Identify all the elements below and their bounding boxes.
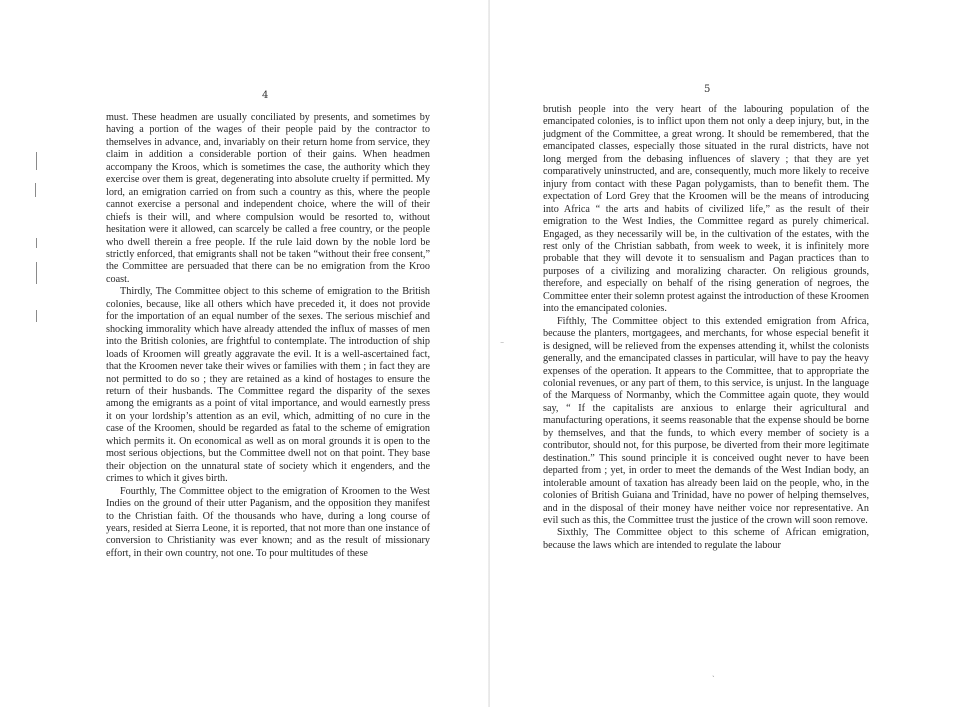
margin-mark	[36, 238, 37, 248]
margin-mark	[36, 310, 37, 322]
body-text	[106, 112, 430, 560]
paragraph: Thirdly, The Committee object to this scheme of emigration to the British colonies, because, like all others which have preceded it, it does not provide for the importation of an equal number of the sexes. The serious mischief and shocking immorality which have already attended the influx of masses of men into the British colonies, are frightful to contemplate. The introduction of ship loads of Kroomen will greatly aggravate the evil. It is a well-ascertained fact, that the Kroomen never take their wives or families with them ; in fact they are not permitted to do so ; they are retained as a kind of hostages to ensure the return of their husbands. The Committee regard the disparity of the sexes among the emigrants as a point of vital importance, and would earnestly press it on your lordship’s attention as an evil, which, admitting of no cure in the case of the Kroomen, should be regarded as fatal to the scheme of emigration which permits it. On economical as well as on moral grounds it is open to the most serious objections, but the Committee dwell not on that point. They base their objection on the unnatural state of society which it engenders, and the crimes to which it gives birth.	[106, 286, 430, 485]
paragraph: Sixthly, The Committee object to this scheme of African emigration, because the laws which are intended to regulate the labour	[543, 527, 869, 551]
paragraph: Fourthly, The Committee object to the emigration of Kroomen to the West Indies on the ground of their utter Paganism, and the opposition they manifest to the Christian faith. Of the thousands who have, during a long course of years, resided at Sierra Leone, it is reported, that not more than one instance of conversion to Christianity was ever known; and as the result of missionary effort, in their own country, not one. To pour multitudes of these	[106, 485, 430, 559]
margin-mark	[36, 152, 37, 170]
paragraph: Fifthly, The Committee object to this extended emigration from Africa, because the planters, mortgagees, and merchants, for whose especial benefit it is designed, will be relieved from the expenses attending it, whilst the colonists generally, and the emancipated classes in particular, will have to pay the heavy expenses of the operation. It appears to the Committee, that to appropriate the colonial revenues, or any part of them, to this service, is unjust. In the language of the Marquess of Normanby, which the Committee again quote, they would say, “ If the capitalists are anxious to enlarge their agricultural and manufacturing operations, it seems reasonable that the expense should be borne by themselves, and that the funds, to which every member of society is a contributor, should not, for this purpose, be diverted from their more legitimate destination.” This sound principle it is conceived ought never to have been departed from ; yet, in order to meet the demands of the West Indian body, an intolerable amount of taxation has already been laid on the people, who, in the colonies of British Guiana and Trinidad, have no power of helping themselves, and in the disposal of their money have neither voice nor representative. An evil such as this, the Committee trust the justice of the crown will soon remove.	[543, 315, 869, 526]
page-number: 5	[704, 84, 711, 95]
margin-mark	[36, 262, 37, 284]
page-number: 4	[262, 90, 269, 101]
body-text	[543, 104, 869, 552]
margin-mark	[35, 183, 36, 197]
ink-speck: ⁻	[500, 340, 505, 349]
paragraph: must. These headmen are usually conciliated by presents, and sometimes by having a portion of the wages of their people paid by the contractor to themselves in advance, and, invariably on their return home from service, they claim in addition a considerable portion of their gains. When headmen accompany the Kroos, which is sometimes the case, the authority which they exercise over them is great, degenerating into absolute cruelty if permitted. My lord, an emigration carried on from such a country as this, where the people cannot exercise a personal and independent choice, where the will of their chiefs is their will, and where compulsion would be resorted to, without hesitation were it allowed, can scarcely be called a free country, or the people who dwell therein a free people. If the rule laid down by the noble lord be strictly enforced, that emigrants shall not be taken “without their free consent,” the Committee are persuaded that there can be no emigration from the Kroo coast.	[106, 112, 430, 285]
right-page	[490, 0, 980, 707]
ink-speck: ˎ	[712, 668, 715, 677]
paragraph: brutish people into the very heart of the labouring population of the emancipated colonies, is to inflict upon them not only a deep injury, but, in the judgment of the Committee, a great wrong. It should be remembered, that the emancipated classes, especially those situated in the rural districts, have not long merged from the debasing influences of slavery ; that they are yet comparatively uninstructed, and are, consequently, much more likely to receive injury from contact with these Pagan polygamists, than to benefit them. The expectation of Lord Grey that the Kroomen will be the means of introducing into Africa “ the arts and habits of civilized life,” as the result of their emigration to the West Indies, the Committee regard as purely chimerical. Engaged, as they necessarily will be, in the cultivation of the estates, with the rest only of the Christian sabbath, from week to week, it is infinitely more probable that they will devote it to sensualism and Pagan practices than to purposes of a civilizing and moralizing character. On religious grounds, therefore, and especially on behalf of the rising generation of negroes, the Committee enter their solemn protest against the introduction of these Kroomen into the emancipated colonies.	[543, 104, 869, 315]
